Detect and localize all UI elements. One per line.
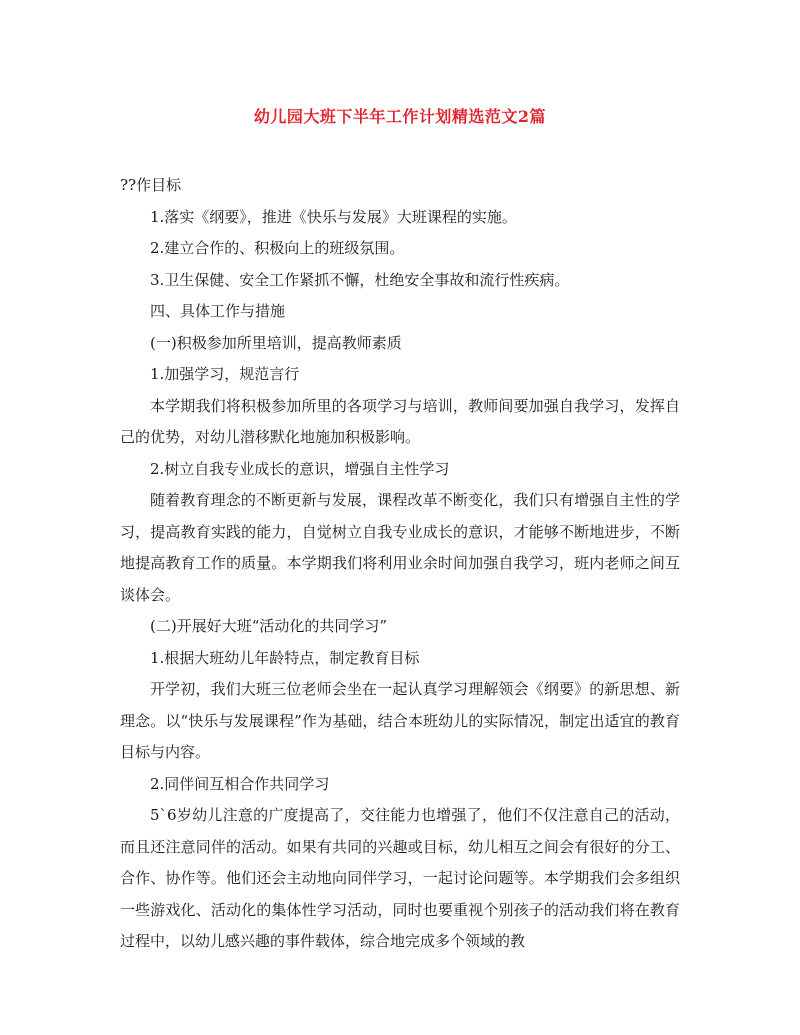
paragraph: 随着教育理念的不断更新与发展，课程改革不断变化，我们只有增强自主性的学习，提高教育实践的能力，自觉树立自我专业成长的意识，才能够不断地进步，不断地提高教育工作的质量。本学期我们将利用业余时间加强自我学习，班内老师之间互谈体会。	[120, 491, 680, 604]
section-heading: 四、具体工作与措施	[150, 302, 286, 320]
subsection-heading: (一)积极参加所里培训，提高教师素质	[150, 333, 402, 352]
item-heading: 2.同伴间互相合作共同学习	[150, 774, 330, 793]
paragraph: 1.落实《纲要》，推进《快乐与发展》大班课程的实施。	[150, 207, 517, 226]
item-heading: 1.加强学习，规范言行	[150, 365, 300, 383]
item-heading: 1.根据大班幼儿年龄特点，制定教育目标	[150, 648, 420, 667]
subsection-heading: (二)开展好大班“活动化的共同学习”	[150, 617, 388, 635]
paragraph: 2.建立合作的、积极向上的班级氛围。	[150, 239, 405, 257]
item-heading: 2.树立自我专业成长的意识，增强自主性学习	[150, 459, 450, 478]
document-body	[120, 170, 680, 958]
paragraph: 3.卫生保健、安全工作紧抓不懈，杜绝安全事故和流行性疾病。	[150, 270, 570, 289]
document-title: 幼儿园大班下半年工作计划精选范文2篇	[253, 107, 547, 126]
paragraph: 5`6岁幼儿注意的广度提高了，交往能力也增强了，他们不仅注意自己的活动，而且还注意同伴的活动。如果有共同的兴趣或目标，幼儿相互之间会有很好的分工、合作、协作等。他们还会主动地向同伴学习，一起讨论问题等。本学期我们会多组织一些游戏化、活动化的集体性学习活动，同时也要重视个别孩子的活动我们将在教育过程中，以幼儿感兴趣的事件载体，综合地完成多个领域的教	[120, 806, 680, 950]
paragraph: 本学期我们将积极参加所里的各项学习与培训，教师间要加强自我学习，发挥自己的优势，对幼儿潜移默化地施加积极影响。	[120, 396, 680, 446]
paragraph: 开学初，我们大班三位老师会坐在一起认真学习理解领会《纲要》的新思想、新理念。以“快乐与发展课程”作为基础，结合本班幼儿的实际情况，制定出适宜的教育目标与内容。	[120, 680, 680, 761]
paragraph: ??作目标	[120, 176, 182, 194]
